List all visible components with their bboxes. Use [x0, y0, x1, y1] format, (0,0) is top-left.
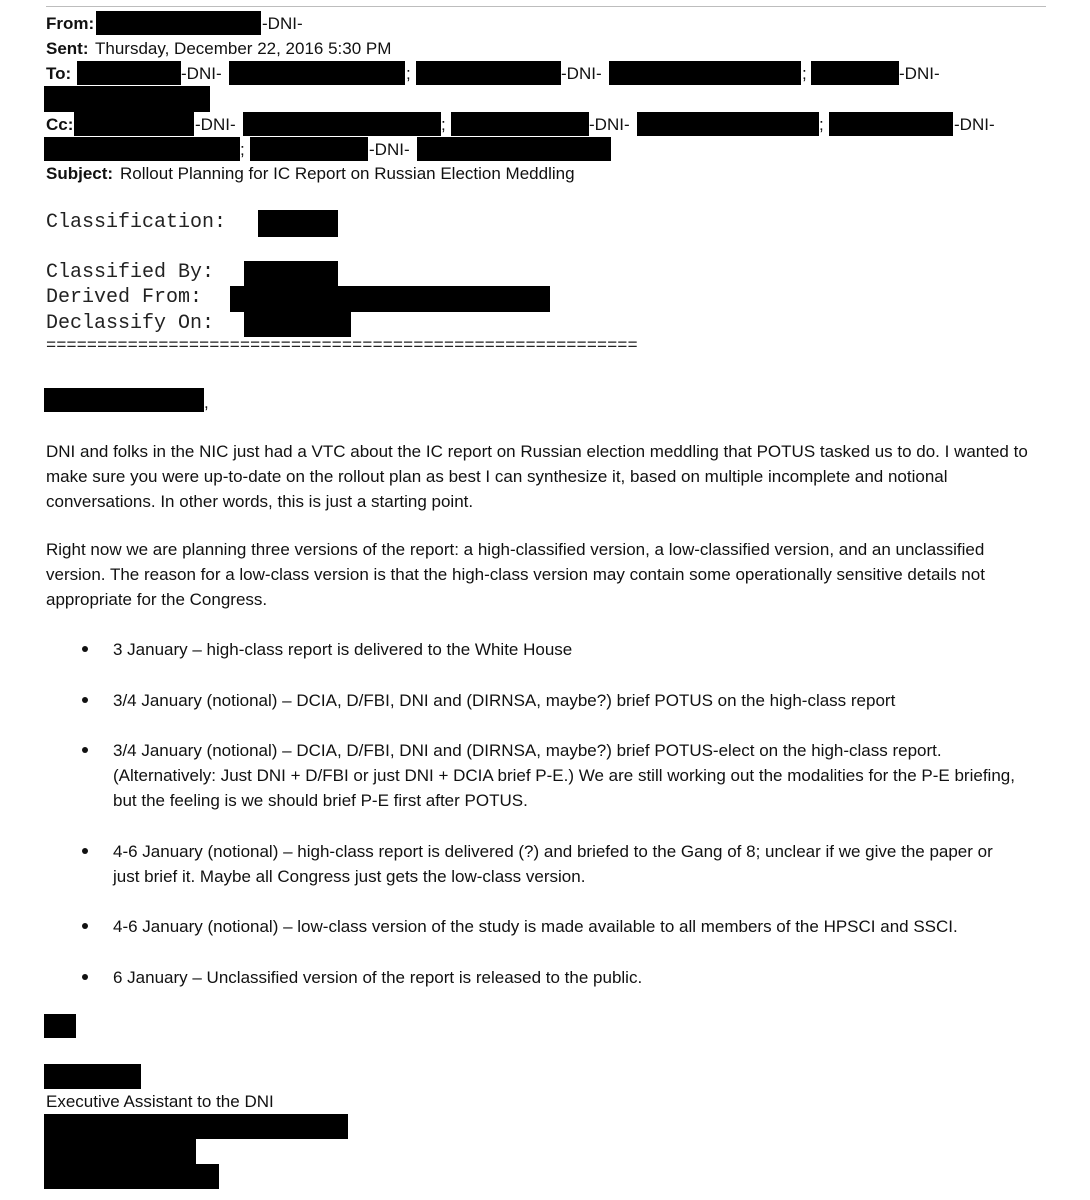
redaction-signature-line-2 — [44, 1139, 196, 1164]
cc-separator-2: ; — [819, 115, 824, 134]
redaction-derived-from — [230, 286, 550, 312]
cc-dni-suffix-4: -DNI- — [369, 140, 410, 159]
cc-dni-suffix-1: -DNI- — [195, 115, 236, 134]
derived-from-label: Derived From: — [46, 286, 203, 309]
redaction-cc-name-1 — [74, 112, 194, 136]
bullet-dot — [82, 848, 88, 854]
redaction-cc-name-3 — [451, 112, 589, 136]
cc-label: Cc: — [46, 115, 74, 134]
redaction-cc-name-4 — [637, 112, 819, 136]
bullet-dot — [82, 923, 88, 929]
bullet-item-6: 6 January – Unclassified version of the report is released to the public. — [113, 968, 643, 987]
declassify-on-label: Declassify On: — [46, 312, 215, 335]
redaction-classified-by — [244, 261, 338, 288]
cc-separator-3: ; — [240, 140, 245, 159]
redaction-to-name-3 — [416, 61, 561, 85]
bullet-dot — [82, 697, 88, 703]
redaction-signature-line-3 — [44, 1164, 219, 1189]
redaction-declassify-on — [244, 312, 351, 337]
redaction-cc-name-7 — [250, 137, 368, 161]
bullet-item-1: 3 January – high-class report is delivered to the White House — [113, 640, 573, 659]
from-dni-suffix: -DNI- — [262, 14, 303, 33]
bullet-dot — [82, 747, 88, 753]
body-paragraph-2: Right now we are planning three versions of the report: a high-classified version, a low-classified version, and an unclassified version. The reason for a low-class version is that the high-class version may contain some operationally sensitive details not appropriate for the Congress. — [46, 540, 985, 609]
cc-dni-suffix-2: -DNI- — [589, 115, 630, 134]
bullet-item-5: 4-6 January (notional) – low-class version of the study is made available to all members of the HPSCI and SSCI. — [113, 917, 958, 936]
bullet-dot — [82, 974, 88, 980]
signer-title: Executive Assistant to the DNI — [46, 1092, 274, 1111]
sent-label: Sent: — [46, 39, 89, 58]
redaction-to-continuation — [44, 86, 210, 112]
classified-by-label: Classified By: — [46, 261, 215, 284]
subject-label: Subject: — [46, 164, 114, 183]
cc-separator-1: ; — [441, 115, 446, 134]
top-divider — [46, 6, 1046, 7]
from-label: From: — [46, 14, 95, 33]
subject-value: Rollout Planning for IC Report on Russian Election Meddling — [120, 164, 575, 183]
classification-rule: ========================================================== — [46, 337, 638, 356]
bullet-item-3: 3/4 January (notional) – DCIA, D/FBI, DNI and (DIRNSA, maybe?) brief POTUS-elect on the high-class report. (Alternatively: Just DNI + D/FBI or just DNI + DCIA brief P-E.) We are still working out the modalities for the P-E briefing, but the feeling is we should brief P-E first after POTUS. — [113, 741, 1015, 810]
redaction-cc-name-2 — [243, 112, 441, 136]
to-dni-suffix-1: -DNI- — [181, 64, 222, 83]
body-paragraph-1: DNI and folks in the NIC just had a VTC about the IC report on Russian election meddling that POTUS tasked us to do. I wanted to make sure you were up-to-date on the rollout plan as best I can synthesize it, based on multiple incomplete and notional conversations. In other words, this is just a starting point. — [46, 442, 1028, 511]
redaction-cc-name-8 — [417, 137, 611, 161]
redaction-to-name-4 — [609, 61, 801, 85]
to-dni-suffix-2: -DNI- — [561, 64, 602, 83]
cc-dni-suffix-3: -DNI- — [954, 115, 995, 134]
salutation-comma: , — [204, 393, 209, 412]
redaction-to-name-2 — [229, 61, 405, 85]
to-dni-suffix-3: -DNI- — [899, 64, 940, 83]
redaction-classification — [258, 210, 338, 237]
sent-value: Thursday, December 22, 2016 5:30 PM — [95, 39, 392, 58]
redaction-to-name-5 — [811, 61, 899, 85]
bullet-item-2: 3/4 January (notional) – DCIA, D/FBI, DNI and (DIRNSA, maybe?) brief POTUS on the high-class report — [113, 691, 896, 710]
redaction-to-name-1 — [77, 61, 181, 85]
classification-label: Classification: — [46, 211, 227, 234]
redaction-cc-name-6 — [44, 137, 240, 161]
redaction-sign-off — [44, 1014, 76, 1038]
to-separator-2: ; — [802, 64, 807, 83]
to-separator-1: ; — [406, 64, 411, 83]
to-label: To: — [46, 64, 72, 83]
redaction-cc-name-5 — [829, 112, 953, 136]
redaction-recipient-name — [44, 388, 204, 412]
redaction-signature-line-1 — [44, 1114, 348, 1139]
bullet-dot — [82, 646, 88, 652]
bullet-item-4: 4-6 January (notional) – high-class report is delivered (?) and briefed to the Gang of 8; unclear if we give the paper or just brief it. Maybe all Congress just gets the low-class version. — [113, 842, 993, 886]
redaction-from-name — [96, 11, 261, 35]
redaction-signer-name — [44, 1064, 141, 1089]
